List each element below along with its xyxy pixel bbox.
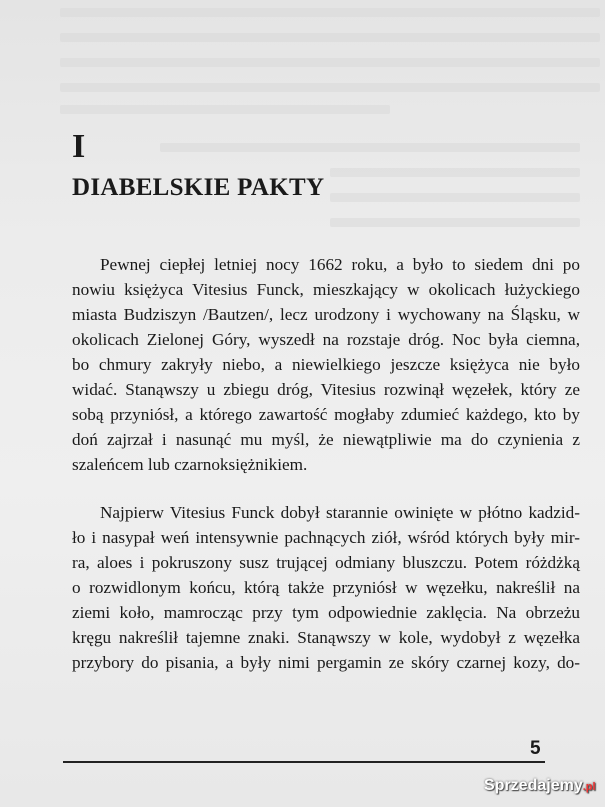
text-line: Pewnej ciepłej letniej nocy 1662 roku, a było to siedem dni po: [100, 255, 580, 274]
watermark-logo: [484, 777, 596, 795]
text-line: o rozwidlonym końcu, którą także przyniósł w węzełku, nakreślił na: [72, 578, 580, 597]
text-line: ra, aloes i pokruszony susz trującej odmiany bluszczu. Potem różdżką: [72, 553, 580, 572]
watermark-suffix: .pl: [582, 781, 596, 793]
text-line: Najpierw Vitesius Funck dobył starannie owinięte w płótno kadzid-: [100, 503, 580, 522]
text-line: nowiu księżyca Vitesius Funck, mieszkający w okolicach łużyckiego: [72, 280, 580, 299]
text-line: doń zajrzał i nasunąć mu myśl, że niewątpliwie ma do czynienia z: [72, 430, 580, 449]
text-line: kręgu nakreślił tajemne znaki. Stanąwszy w kole, wydobył z węzełka: [72, 628, 580, 647]
page-number: 5: [530, 738, 541, 759]
text-line: przybory do pisania, a były nimi pergamin ze skóry czarnej kozy, do-: [72, 653, 580, 672]
text-line: ło i nasypał weń intensywnie pachnących ziół, wśród których były mir-: [72, 528, 580, 547]
text-line: bo chmury zakryły niebo, a niewielkiego jeszcze księżyca nie było: [72, 355, 580, 374]
text-line: sobą przyniósł, a którego zawartość mogłaby zdumieć każdego, kto by: [72, 405, 580, 424]
text-line: szaleńcem lub czarnoksiężnikiem.: [72, 455, 308, 474]
text-line: okolicach Zielonej Góry, wyszedł na rozstaje dróg. Noc była ciemna,: [72, 330, 580, 349]
footer-rule: [63, 761, 545, 763]
chapter-title: DIABELSKIE PAKTY: [72, 174, 325, 201]
text-line: widać. Stanąwszy u zbiegu dróg, Vitesius rozwinął węzełek, który ze: [72, 380, 580, 399]
text-line: ziemi koło, mamrocząc przy tym odpowiednie zaklęcia. Na obrzeżu: [72, 603, 580, 622]
text-line: miasta Budziszyn /Bautzen/, lecz urodzony i wychowany na Śląsku, w: [72, 305, 580, 324]
watermark-name: Sprzedajemy: [484, 777, 583, 794]
chapter-number: I: [72, 128, 86, 165]
